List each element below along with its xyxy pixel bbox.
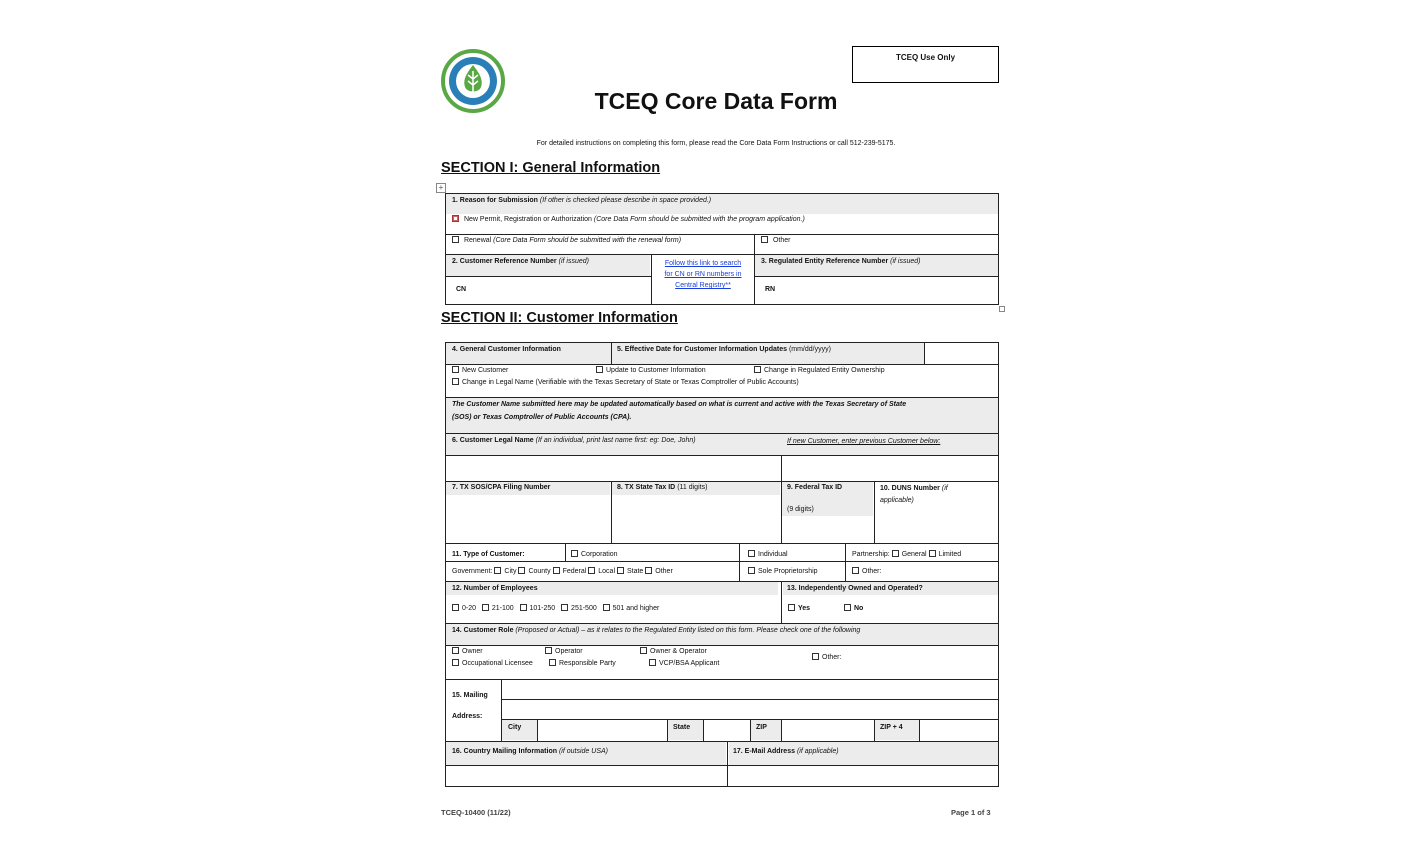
q2-customer-ref-label: 2. Customer Reference Number (if issued) [452, 258, 589, 265]
city-input[interactable] [538, 720, 667, 740]
individual-checkbox[interactable] [748, 550, 755, 557]
gov-local-checkbox[interactable] [588, 567, 595, 574]
address-line-2-input[interactable] [502, 700, 998, 719]
new-customer-checkbox[interactable] [452, 366, 459, 373]
gov-other-checkbox[interactable] [645, 567, 652, 574]
role-occupational-option[interactable]: Occupational Licensee [452, 659, 533, 668]
country-input[interactable] [446, 766, 726, 786]
update-customer-checkbox[interactable] [596, 366, 603, 373]
central-registry-link[interactable]: Follow this link to search for CN or RN numbers in Central Registry** [664, 260, 742, 289]
partnership-options: Partnership: General Limited [852, 551, 962, 558]
renewal-checkbox[interactable] [452, 236, 459, 243]
notice-line-1: The Customer Name submitted here may be updated automatically based on what is current and active with the Texas Secretary of State [452, 401, 907, 408]
role-operator-checkbox[interactable] [545, 647, 552, 654]
gov-federal-checkbox[interactable] [553, 567, 560, 574]
form-id: TCEQ-10400 (11/22) [441, 808, 511, 817]
q7-sos-filing-label: 7. TX SOS/CPA Filing Number [452, 484, 551, 491]
section-1-title: SECTION I: General Information [441, 160, 661, 176]
address-line-1-input[interactable] [502, 680, 998, 699]
role-other-checkbox[interactable] [812, 653, 819, 660]
new-permit-checkbox[interactable] [452, 215, 459, 222]
partnership-limited-checkbox[interactable] [929, 550, 936, 557]
q4-general-customer-label: 4. General Customer Information [452, 346, 561, 353]
role-operator-option[interactable]: Operator [545, 647, 583, 656]
role-vcp-option[interactable]: VCP/BSA Applicant [649, 659, 719, 668]
role-other-option[interactable]: Other: [812, 653, 841, 662]
zip-input[interactable] [782, 720, 874, 740]
q6-legal-name-label: 6. Customer Legal Name (If an individual, print last name first: eg: Doe, John) [452, 437, 696, 444]
section-2-title: SECTION II: Customer Information [441, 310, 678, 326]
tceq-use-only-label: TCEQ Use Only [895, 53, 956, 62]
other-checkbox[interactable] [761, 236, 768, 243]
type-other-checkbox[interactable] [852, 567, 859, 574]
individual-option[interactable]: Individual [748, 550, 788, 559]
q11-type-label: 11. Type of Customer: [452, 551, 525, 558]
change-legal-name-option[interactable]: Change in Legal Name (Verifiable with the Texas Secretary of State or Texas Comptroller of Public Accounts) [452, 378, 799, 387]
zip-label: ZIP [756, 724, 767, 731]
independent-no-option[interactable]: No [844, 604, 863, 613]
corporation-checkbox[interactable] [571, 550, 578, 557]
q12-employees-label: 12. Number of Employees [452, 585, 538, 592]
zip4-label: ZIP + 4 [880, 724, 903, 731]
partnership-general-checkbox[interactable] [892, 550, 899, 557]
sole-prop-checkbox[interactable] [748, 567, 755, 574]
q13-independent-label: 13. Independently Owned and Operated? [787, 585, 923, 592]
role-owner-checkbox[interactable] [452, 647, 459, 654]
q15-mailing-label: 15. Mailing [452, 692, 488, 699]
effective-date-input[interactable] [925, 343, 998, 364]
form-title: TCEQ Core Data Form [594, 88, 838, 114]
q15-address-label: Address: [452, 713, 483, 720]
role-owner-operator-option[interactable]: Owner & Operator [640, 647, 707, 656]
government-options: Government: City County Federal Local State Other [452, 568, 673, 575]
gov-county-checkbox[interactable] [518, 567, 525, 574]
q5-effective-date-label: 5. Effective Date for Customer Information Updates (mm/dd/yyyy) [617, 346, 831, 353]
emp-21-100-checkbox[interactable] [482, 604, 489, 611]
tceq-use-only-box [852, 46, 999, 83]
q1-reason-label: 1. Reason for Submission (If other is checked please describe in space provided.) [452, 197, 712, 204]
role-owner-option[interactable]: Owner [452, 647, 483, 656]
emp-0-20-checkbox[interactable] [452, 604, 459, 611]
table-move-handle-icon[interactable]: + [436, 183, 446, 193]
q10-duns-label: 10. DUNS Number (if [880, 485, 948, 492]
cn-prefix: CN [456, 286, 467, 293]
gov-state-checkbox[interactable] [617, 567, 624, 574]
state-input[interactable] [704, 720, 750, 740]
page-number: Page 1 of 3 [951, 808, 991, 817]
role-occupational-checkbox[interactable] [452, 659, 459, 666]
emp-501-checkbox[interactable] [603, 604, 610, 611]
corporation-option[interactable]: Corporation [571, 550, 618, 559]
emp-251-500-checkbox[interactable] [561, 604, 568, 611]
other-option[interactable]: Other [761, 236, 790, 245]
q14-customer-role-label: 14. Customer Role (Proposed or Actual) – as it relates to the Regulated Entity listed on this form. Please check one of the following [452, 627, 861, 634]
role-vcp-checkbox[interactable] [649, 659, 656, 666]
change-ownership-option[interactable]: Change in Regulated Entity Ownership [754, 366, 885, 375]
q9-federal-tax-note: (9 digits) [787, 506, 814, 513]
independent-no-checkbox[interactable] [844, 604, 851, 611]
city-label: City [508, 724, 522, 731]
type-other-option[interactable]: Other: [852, 567, 881, 576]
employees-options: 0-20 21-100 101-250 251-500 501 and higher [452, 604, 659, 613]
gov-city-checkbox[interactable] [494, 567, 501, 574]
state-label: State [673, 724, 691, 731]
new-permit-option[interactable]: New Permit, Registration or Authorization (Core Data Form should be submitted with the program application.) [452, 215, 805, 224]
update-customer-option[interactable]: Update to Customer Information [596, 366, 706, 375]
change-legal-name-checkbox[interactable] [452, 378, 459, 385]
new-customer-option[interactable]: New Customer [452, 366, 508, 375]
q16-country-label: 16. Country Mailing Information (if outside USA) [452, 748, 608, 755]
previous-customer-input[interactable] [782, 456, 998, 480]
renewal-option[interactable]: Renewal (Core Data Form should be submitted with the renewal form) [452, 236, 681, 245]
independent-yes-checkbox[interactable] [788, 604, 795, 611]
role-owner-operator-checkbox[interactable] [640, 647, 647, 654]
email-input[interactable] [728, 766, 998, 786]
emp-101-250-checkbox[interactable] [520, 604, 527, 611]
role-responsible-checkbox[interactable] [549, 659, 556, 666]
role-responsible-option[interactable]: Responsible Party [549, 659, 616, 668]
q9-federal-tax-label: 9. Federal Tax ID [787, 484, 843, 491]
independent-yes-option[interactable]: Yes [788, 604, 810, 613]
q17-email-label: 17. E-Mail Address (if applicable) [733, 748, 839, 755]
q3-regulated-entity-label: 3. Regulated Entity Reference Number (if issued) [761, 258, 921, 265]
zip4-input[interactable] [920, 720, 998, 740]
sole-prop-option[interactable]: Sole Proprietorship [748, 567, 818, 576]
q10-duns-note: applicable) [880, 497, 914, 504]
notice-line-2: (SOS) or Texas Comptroller of Public Accounts (CPA). [452, 414, 632, 421]
table-resize-handle[interactable] [999, 306, 1005, 312]
legal-name-input[interactable] [446, 456, 780, 480]
rn-prefix: RN [765, 286, 776, 293]
q8-state-tax-label: 8. TX State Tax ID (11 digits) [617, 484, 708, 491]
q6-previous-customer-label: If new Customer, enter previous Customer below: [787, 438, 941, 445]
change-ownership-checkbox[interactable] [754, 366, 761, 373]
form-intro: For detailed instructions on completing this form, please read the Core Data Form Instructions or call 512-239-5175. [536, 140, 896, 147]
